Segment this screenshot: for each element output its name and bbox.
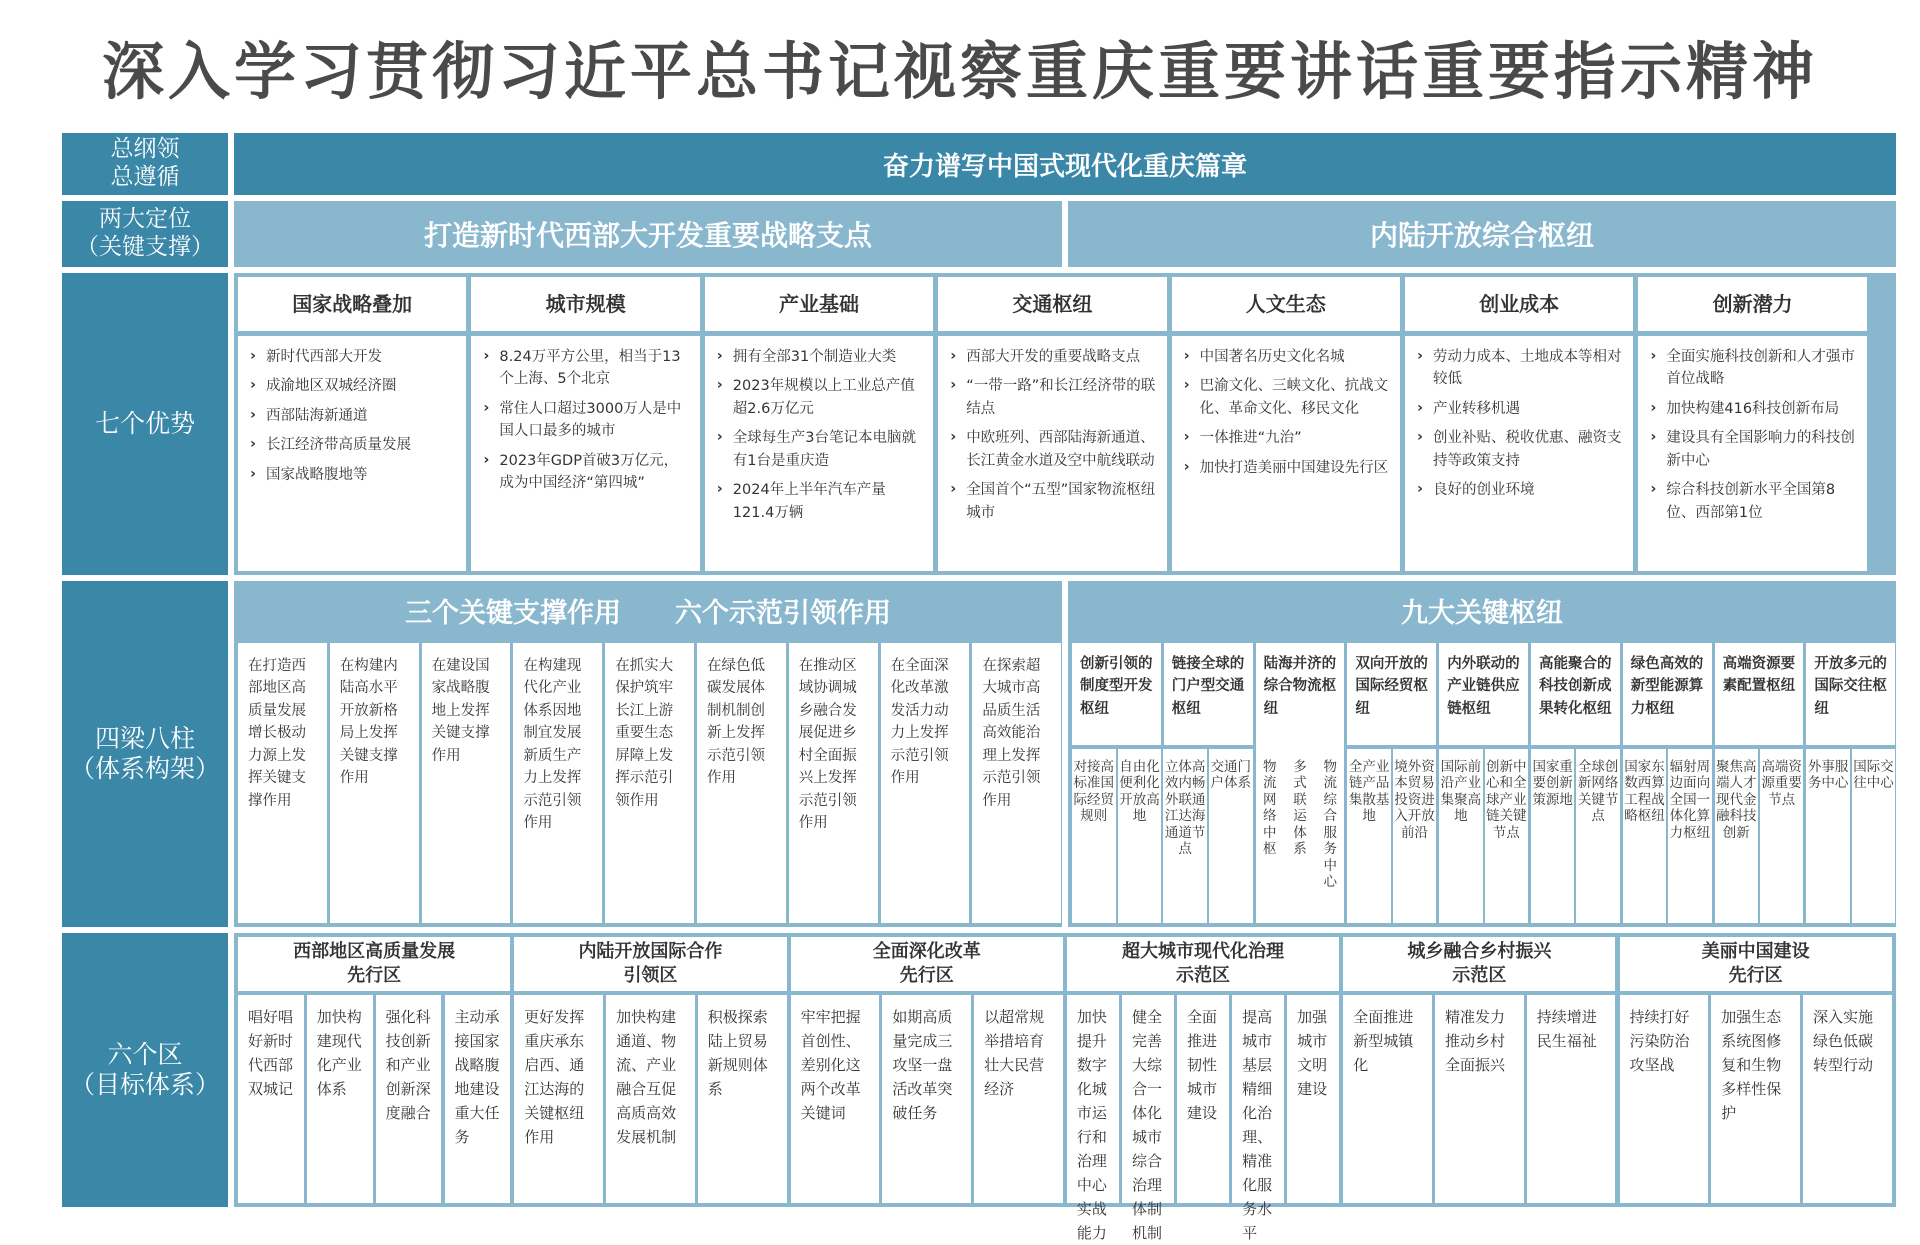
advantage-item: › 劳动力成本、土地成本等相对较低 — [1415, 346, 1623, 391]
advantage-item: › 2023年规模以上工业总产值超2.6万亿元 — [715, 375, 923, 420]
pillar-role-cell: 在探索超大城市高品质生活高效能治理上发挥示范引领作用 — [972, 643, 1061, 923]
pillar-role-cell: 在绿色低碳发展体制机制创新上发挥示范引领作用 — [697, 643, 786, 923]
zone-item: 积极探索陆上贸易新规则体系 — [698, 995, 787, 1203]
advantage-item: › 国家战略腹地等 — [248, 464, 456, 486]
advantage-title: 国家战略叠加 — [238, 277, 466, 331]
hub-sub-cell: 国际前沿产业集聚高地 — [1439, 749, 1482, 923]
zone-item: 主动承接国家战略腹地建设重大任务 — [445, 995, 511, 1203]
advantage-item: › 加快构建416科技创新布局 — [1648, 398, 1856, 420]
advantage-title: 创业成本 — [1405, 277, 1633, 331]
advantage-list — [938, 336, 1166, 571]
hub-sub-cell: 全球创新网络关键节点 — [1576, 749, 1619, 923]
hub-sub-cell: 自由化便利化开放高地 — [1118, 749, 1162, 923]
hub-title: 绿色高效的新型能源算力枢纽 — [1623, 643, 1712, 745]
hub-title: 创新引领的制度型开发枢纽 — [1072, 643, 1161, 745]
pillar-role-cell: 在抓实大保护筑牢长江上游重要生态屏障上发挥示范引领作用 — [605, 643, 694, 923]
advantage-list — [705, 336, 933, 571]
advantage-item: › 中国著名历史文化名城 — [1182, 346, 1390, 368]
hub-sub-cell: 国际交往中心 — [1852, 749, 1895, 923]
zone-title: 美丽中国建设 先行区 — [1620, 937, 1892, 991]
zone-item: 健全完善大综合一体化城市综合治理体制机制 — [1122, 995, 1174, 1203]
zone-item: 强化科技创新和产业创新深度融合 — [376, 995, 442, 1203]
advantage-item: › 产业转移机遇 — [1415, 398, 1623, 420]
advantage-item: › 全国首个“五型”国家物流枢纽城市 — [948, 479, 1156, 524]
hub-sub-cell: 交通门户体系 — [1209, 749, 1253, 923]
hub-title: 链接全球的门户型交通枢纽 — [1164, 643, 1253, 745]
position-inland-hub: 内陆开放综合枢纽 — [1068, 201, 1896, 267]
pillar-role-cell: 在打造西部地区高质量发展增长极动力源上发挥关键支撑作用 — [238, 643, 327, 923]
pillar-role-cell: 在构建内陆高水平开放新格局上发挥关键支撑作用 — [330, 643, 419, 923]
zone-item: 唱好唱好新时代西部双城记 — [238, 995, 304, 1203]
zone-item: 全面推进新型城镇化 — [1343, 995, 1432, 1203]
advantage-title: 创新潜力 — [1638, 277, 1866, 331]
zone-title: 超大城市现代化治理 示范区 — [1067, 937, 1339, 991]
advantage-item: › 加快打造美丽中国建设先行区 — [1182, 457, 1390, 479]
advantage-items — [248, 346, 456, 486]
advantage-item: › 西部大开发的重要战略支点 — [948, 346, 1156, 368]
pillar-role-cell: 在建设国家战略腹地上发挥关键支撑作用 — [422, 643, 511, 923]
advantage-title: 人文生态 — [1172, 277, 1400, 331]
advantage-item: › 2023年GDP首破3万亿元，成为中国经济“第四城” — [481, 450, 689, 495]
advantage-items — [1415, 346, 1623, 502]
zone-item: 加快构建通道、物流、产业融合互促高质高效发展机制 — [606, 995, 695, 1203]
advantage-item: › 长江经济带高质量发展 — [248, 434, 456, 456]
hub-sub-cell: 全产业链产品集散基地 — [1347, 749, 1390, 923]
zone-item: 持续增进民生福祉 — [1527, 995, 1616, 1203]
pillar-role-cell: 在构建现代化产业体系因地制宜发展新质生产力上发挥示范引领作用 — [513, 643, 602, 923]
hub-title: 开放多元的国际交往枢纽 — [1806, 643, 1895, 745]
zone-item: 全面推进韧性城市建设 — [1177, 995, 1229, 1203]
hub-sub-cell: 对接高标准国际经贸规则 — [1072, 749, 1116, 923]
advantage-item: › 综合科技创新水平全国第8位、西部第1位 — [1648, 479, 1856, 524]
advantage-items — [1648, 346, 1856, 524]
advantage-list — [1638, 336, 1866, 571]
main-banner: 奋力谱写中国式现代化重庆篇章 — [234, 133, 1896, 195]
advantage-list — [471, 336, 699, 571]
hub-sub-cell: 聚焦高端人才现代金融科技创新 — [1715, 749, 1758, 923]
hub-sub-cell: 国家重要创新策源地 — [1531, 749, 1574, 923]
zone-item: 牢牢把握首创性、差别化这两个改革关键词 — [791, 995, 880, 1203]
hub-title: 高端资源要素配置枢纽 — [1715, 643, 1804, 745]
pillars-left-heading — [234, 581, 1062, 639]
zone-item: 如期高质量完成三攻坚一盘活改革突破任务 — [882, 995, 971, 1203]
advantage-item: › 良好的创业环境 — [1415, 479, 1623, 501]
hub-title: 双向开放的国际经贸枢纽 — [1347, 643, 1436, 745]
zone-item: 提高城市基层精细化治理、精准化服务水平 — [1232, 995, 1284, 1203]
hub-sub-cell: 国家东数西算工程战略枢纽 — [1623, 749, 1666, 923]
zone-title: 城乡融合乡村振兴 示范区 — [1343, 937, 1615, 991]
advantage-item: › 中欧班列、西部陆海新通道、长江黄金水道及空中航线联动 — [948, 427, 1156, 472]
advantage-list — [1405, 336, 1633, 571]
hub-sub-cell: 物流网络中枢 — [1256, 749, 1284, 923]
advantage-item: › 8.24万平方公里，相当于13个上海、5个北京 — [481, 346, 689, 391]
hub-sub-cell: 立体高效内畅外联通江达海通道节点 — [1163, 749, 1207, 923]
advantage-title: 交通枢纽 — [938, 277, 1166, 331]
zone-item: 精准发力推动乡村全面振兴 — [1435, 995, 1524, 1203]
advantage-item: › 新时代西部大开发 — [248, 346, 456, 368]
hub-sub-cell: 高端资源重要节点 — [1760, 749, 1803, 923]
advantage-item: › 巴渝文化、三峡文化、抗战文化、革命文化、移民文化 — [1182, 375, 1390, 420]
pillar-role-cell: 在全面深化改革激发活力动力上发挥示范引领作用 — [881, 643, 970, 923]
advantage-title: 城市规模 — [471, 277, 699, 331]
hub-sub-cell: 境外资本贸易投资进入开放前沿 — [1393, 749, 1436, 923]
advantage-list — [238, 336, 466, 571]
heading-nine-hubs: 九大关键枢纽 — [1401, 597, 1563, 629]
advantage-items — [481, 346, 689, 495]
hub-sub-cell: 物流综合服务中心 — [1316, 749, 1344, 923]
advantage-items — [1182, 346, 1390, 479]
heading-six-demonstrations: 六个示范引领作用 — [675, 597, 891, 629]
zone-item: 更好发挥重庆承东启西、通江达海的关键枢纽作用 — [514, 995, 603, 1203]
hub-title: 内外联动的产业链供应链枢纽 — [1439, 643, 1528, 745]
advantage-item: › 创业补贴、税收优惠、融资支持等政策支持 — [1415, 427, 1623, 472]
hub-title: 陆海并济的综合物流枢纽 — [1256, 643, 1345, 923]
zone-title: 西部地区高质量发展 先行区 — [238, 937, 510, 991]
position-west-development: 打造新时代西部大开发重要战略支点 — [234, 201, 1062, 267]
advantage-items — [948, 346, 1156, 524]
zone-item: 深入实施绿色低碳转型行动 — [1803, 995, 1892, 1203]
advantage-item: › 一体推进“九治” — [1182, 427, 1390, 449]
zone-title: 全面深化改革 先行区 — [791, 937, 1063, 991]
hub-sub-cell: 辐射周边面向全国一体化算力枢纽 — [1668, 749, 1711, 923]
zone-item: 加快提升数字化城市运行和治理中心实战能力 — [1067, 995, 1119, 1203]
zone-item: 以超常规举措培育壮大民营经济 — [974, 995, 1063, 1203]
advantage-title: 产业基础 — [705, 277, 933, 331]
row-label-advantages: 七个优势 — [62, 273, 228, 575]
zone-item: 加强城市文明建设 — [1287, 995, 1339, 1203]
advantage-item: › 2024年上半年汽车产量121.4万辆 — [715, 479, 923, 524]
zone-item: 持续打好污染防治攻坚战 — [1620, 995, 1709, 1203]
hub-title: 高能聚合的科技创新成果转化枢纽 — [1531, 643, 1620, 745]
advantage-item: › “一带一路”和长江经济带的联结点 — [948, 375, 1156, 420]
advantage-item: › 全面实施科技创新和人才强市首位战略 — [1648, 346, 1856, 391]
zone-item: 加强生态系统图修复和生物多样性保护 — [1711, 995, 1800, 1203]
advantage-item: › 西部陆海新通道 — [248, 405, 456, 427]
advantage-item: › 建设具有全国影响力的科技创新中心 — [1648, 427, 1856, 472]
advantage-items — [715, 346, 923, 524]
advantage-item: › 全球每生产3台笔记本电脑就有1台是重庆造 — [715, 427, 923, 472]
pillar-role-cell: 在推动区域协调城乡融合发展促进乡村全面振兴上发挥示范引领作用 — [789, 643, 878, 923]
row-label-guideline: 总纲领 总遵循 — [62, 133, 228, 195]
zone-title: 内陆开放国际合作 引领区 — [514, 937, 786, 991]
row-label-positioning: 两大定位 （关键支撑） — [62, 201, 228, 267]
page-title: 深入学习贯彻习近平总书记视察重庆重要讲话重要指示精神 — [101, 35, 1818, 108]
row-label-pillars: 四梁八柱 （体系构架） — [62, 581, 228, 927]
heading-three-supports: 三个关键支撑作用 — [405, 597, 621, 629]
advantage-item: › 成渝地区双城经济圈 — [248, 375, 456, 397]
row-label-zones: 六个区 （目标体系） — [62, 933, 228, 1207]
zone-item: 加快构建现代化产业体系 — [307, 995, 373, 1203]
advantage-list — [1172, 336, 1400, 571]
advantage-item: › 常住人口超过3000万人是中国人口最多的城市 — [481, 398, 689, 443]
hub-sub-cell: 外事服务中心 — [1806, 749, 1849, 923]
hub-sub-cell: 多式联运体系 — [1286, 749, 1314, 923]
advantage-item: › 拥有全部31个制造业大类 — [715, 346, 923, 368]
hub-sub-cell: 创新中心和全球产业链关键节点 — [1485, 749, 1528, 923]
